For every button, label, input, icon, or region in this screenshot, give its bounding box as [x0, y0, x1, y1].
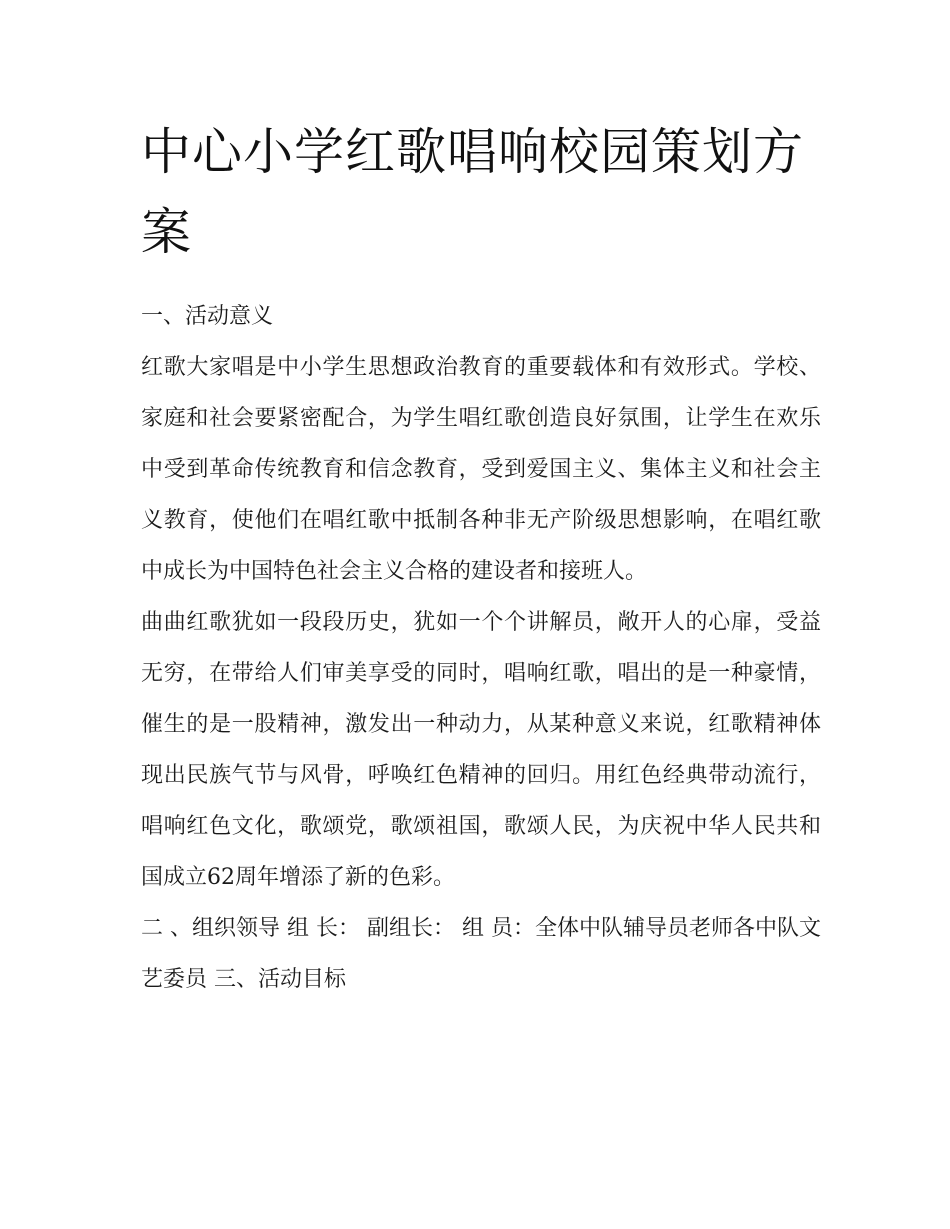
paragraph-organization-leadership: 二 、组织领导 组 长： 副组长： 组 员：全体中队辅导员老师各中队文艺委员 三、活动目标	[141, 916, 821, 992]
section-heading-activity-significance: 一、活动意义	[141, 304, 274, 329]
paragraph-red-song-education: 红歌大家唱是中小学生思想政治教育的重要载体和有效形式。学校、家庭和社会要紧密配合，为学生唱红歌创造良好氛围，让学生在欢乐中受到革命传统教育和信念教育，受到爱国主义、集体主义和社会主义教育，使他们在唱红歌中抵制各种非无产阶级思想影响，在唱红歌中成长为中国特色社会主义合格的建设者和接班人。	[141, 355, 821, 584]
paragraph-red-song-history: 曲曲红歌犹如一段段历史，犹如一个个讲解员，敞开人的心扉，受益无穷，在带给人们审美享受的同时，唱响红歌，唱出的是一种豪情，催生的是一股精神，激发出一种动力，从某种意义来说，红歌精神体现出民族气节与风骨，呼唤红色精神的回归。用红色经典带动流行，唱响红色文化，歌颂党，歌颂祖国，歌颂人民，为庆祝中华人民共和国成立62周年增添了新的色彩。	[141, 610, 821, 890]
document-title: 中心小学红歌唱响校园策划方案	[141, 123, 804, 261]
document-body	[141, 112, 821, 1005]
